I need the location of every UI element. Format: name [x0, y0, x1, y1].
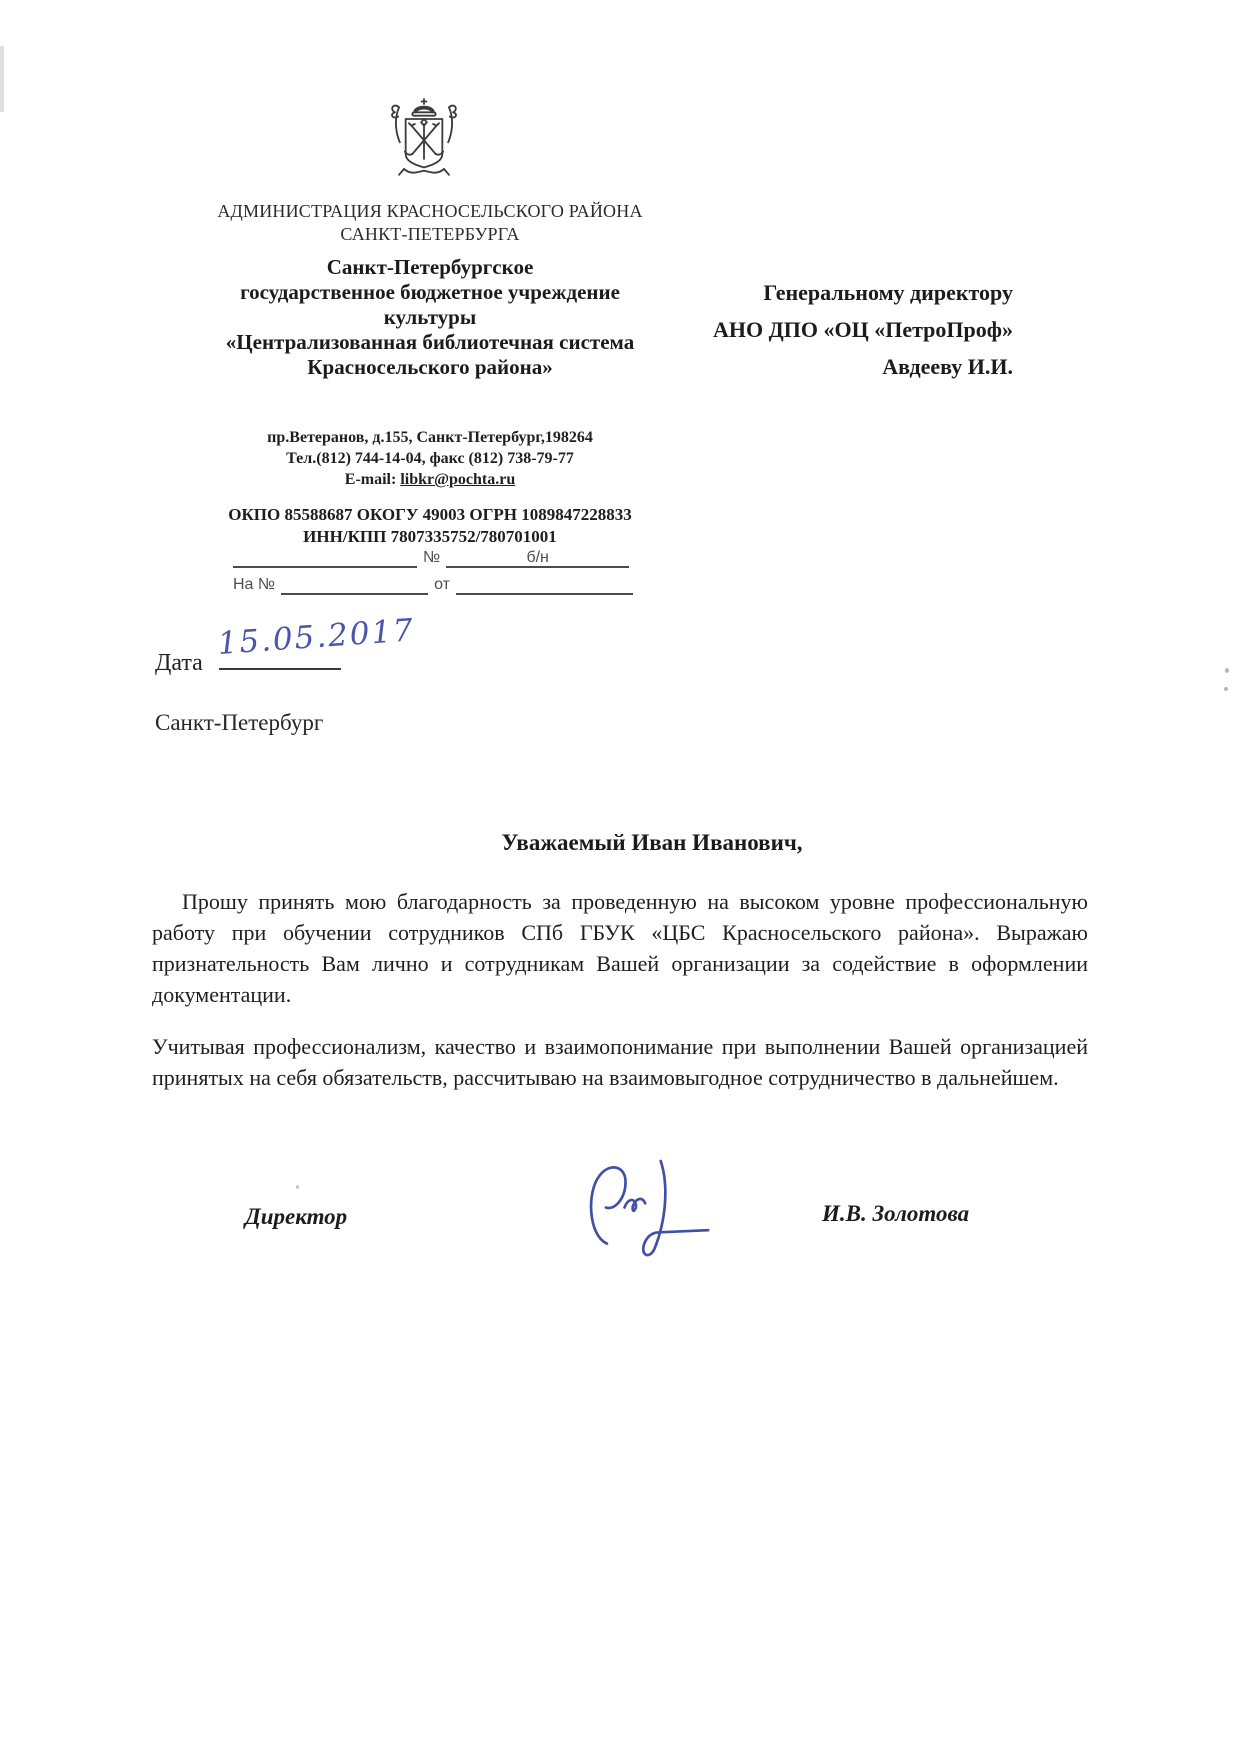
addressee-person: Авдееву И.И.: [882, 354, 1013, 379]
organization-name-line: Красносельского района»: [307, 355, 553, 379]
number-value-line: б/н: [446, 548, 629, 568]
reply-date-blank: [456, 575, 633, 595]
administration-line: АДМИНИСТРАЦИЯ КРАСНОСЕЛЬСКОГО РАЙОНА: [217, 201, 643, 221]
letterhead: [160, 200, 700, 548]
date-underline: [216, 612, 416, 670]
reply-to-row: [233, 573, 653, 595]
signer-role: Директор: [245, 1204, 348, 1229]
body-paragraph: Прошу принять мою благодарность за проведенную на высоком уровне профессиональную работу при обучении сотрудников СПб ГБУК «ЦБС Красносельского района». Выражаю признательность Вам лично и сотрудникам Вашей организации за содействие в оформлении документации.: [152, 889, 1088, 1007]
body-paragraph: Учитывая профессионализм, качество и взаимопонимание при выполнении Вашей организацией принятых на себя обязательств, рассчитываю на взаимовыгодное сотрудничество в дальнейшем.: [152, 1034, 1088, 1090]
scan-smudge: [0, 46, 4, 112]
reference-block: [233, 546, 653, 600]
scan-speck: [1225, 668, 1229, 673]
email-line: [160, 469, 700, 490]
date-blank-line: [233, 548, 417, 568]
date-label: Дата: [155, 650, 203, 676]
inn-kpp-line: ИНН/КПП 7807335752/780701001: [303, 527, 557, 546]
signer-name: И.В. Золотова: [822, 1201, 970, 1226]
addressee-title: Генеральному директору: [763, 280, 1013, 305]
handwritten-signature-icon: [578, 1148, 733, 1268]
spb-coat-of-arms-icon: [374, 94, 474, 194]
city-line: Санкт-Петербург: [155, 710, 324, 735]
phone-fax: Тел.(812) 744-14-04, факс (812) 738-79-77: [286, 450, 574, 467]
salutation: Уважаемый Иван Иванович,: [501, 830, 803, 855]
okpo-ogrn-line: ОКПО 85588687 ОКОГУ 49003 ОГРН 1089847228833: [228, 505, 632, 524]
reply-number-blank: [281, 575, 428, 595]
organization-name-line: Санкт-Петербургское: [326, 255, 534, 279]
number-label: №: [423, 549, 441, 566]
contact-block: [160, 427, 700, 490]
organization-name-line: государственное бюджетное учреждение: [240, 280, 620, 304]
reply-label: На №: [233, 576, 276, 593]
scan-speck: [296, 1185, 299, 1189]
handwritten-date: 15.05.2017: [216, 612, 416, 662]
date-line: [155, 612, 416, 677]
from-label: от: [434, 576, 450, 593]
addressee-organization: АНО ДПО «ОЦ «ПетроПроф»: [713, 317, 1013, 342]
email-label: E-mail:: [344, 471, 401, 488]
outgoing-number-row: [233, 546, 653, 568]
organization-name-line: культуры: [383, 305, 477, 329]
letter-body: [152, 886, 1088, 1114]
postal-address: пр.Ветеранов, д.155, Санкт-Петербург,198264: [267, 429, 593, 446]
addressee-block: [713, 274, 1013, 385]
organization-name: [160, 255, 700, 380]
scan-speck: [1224, 687, 1228, 691]
administration-line: САНКТ-ПЕТЕРБУРГА: [340, 224, 520, 244]
organization-name-line: «Централизованная библиотечная система: [225, 330, 635, 354]
registry-codes: [160, 504, 700, 548]
email-address: libkr@pochta.ru: [400, 471, 516, 488]
